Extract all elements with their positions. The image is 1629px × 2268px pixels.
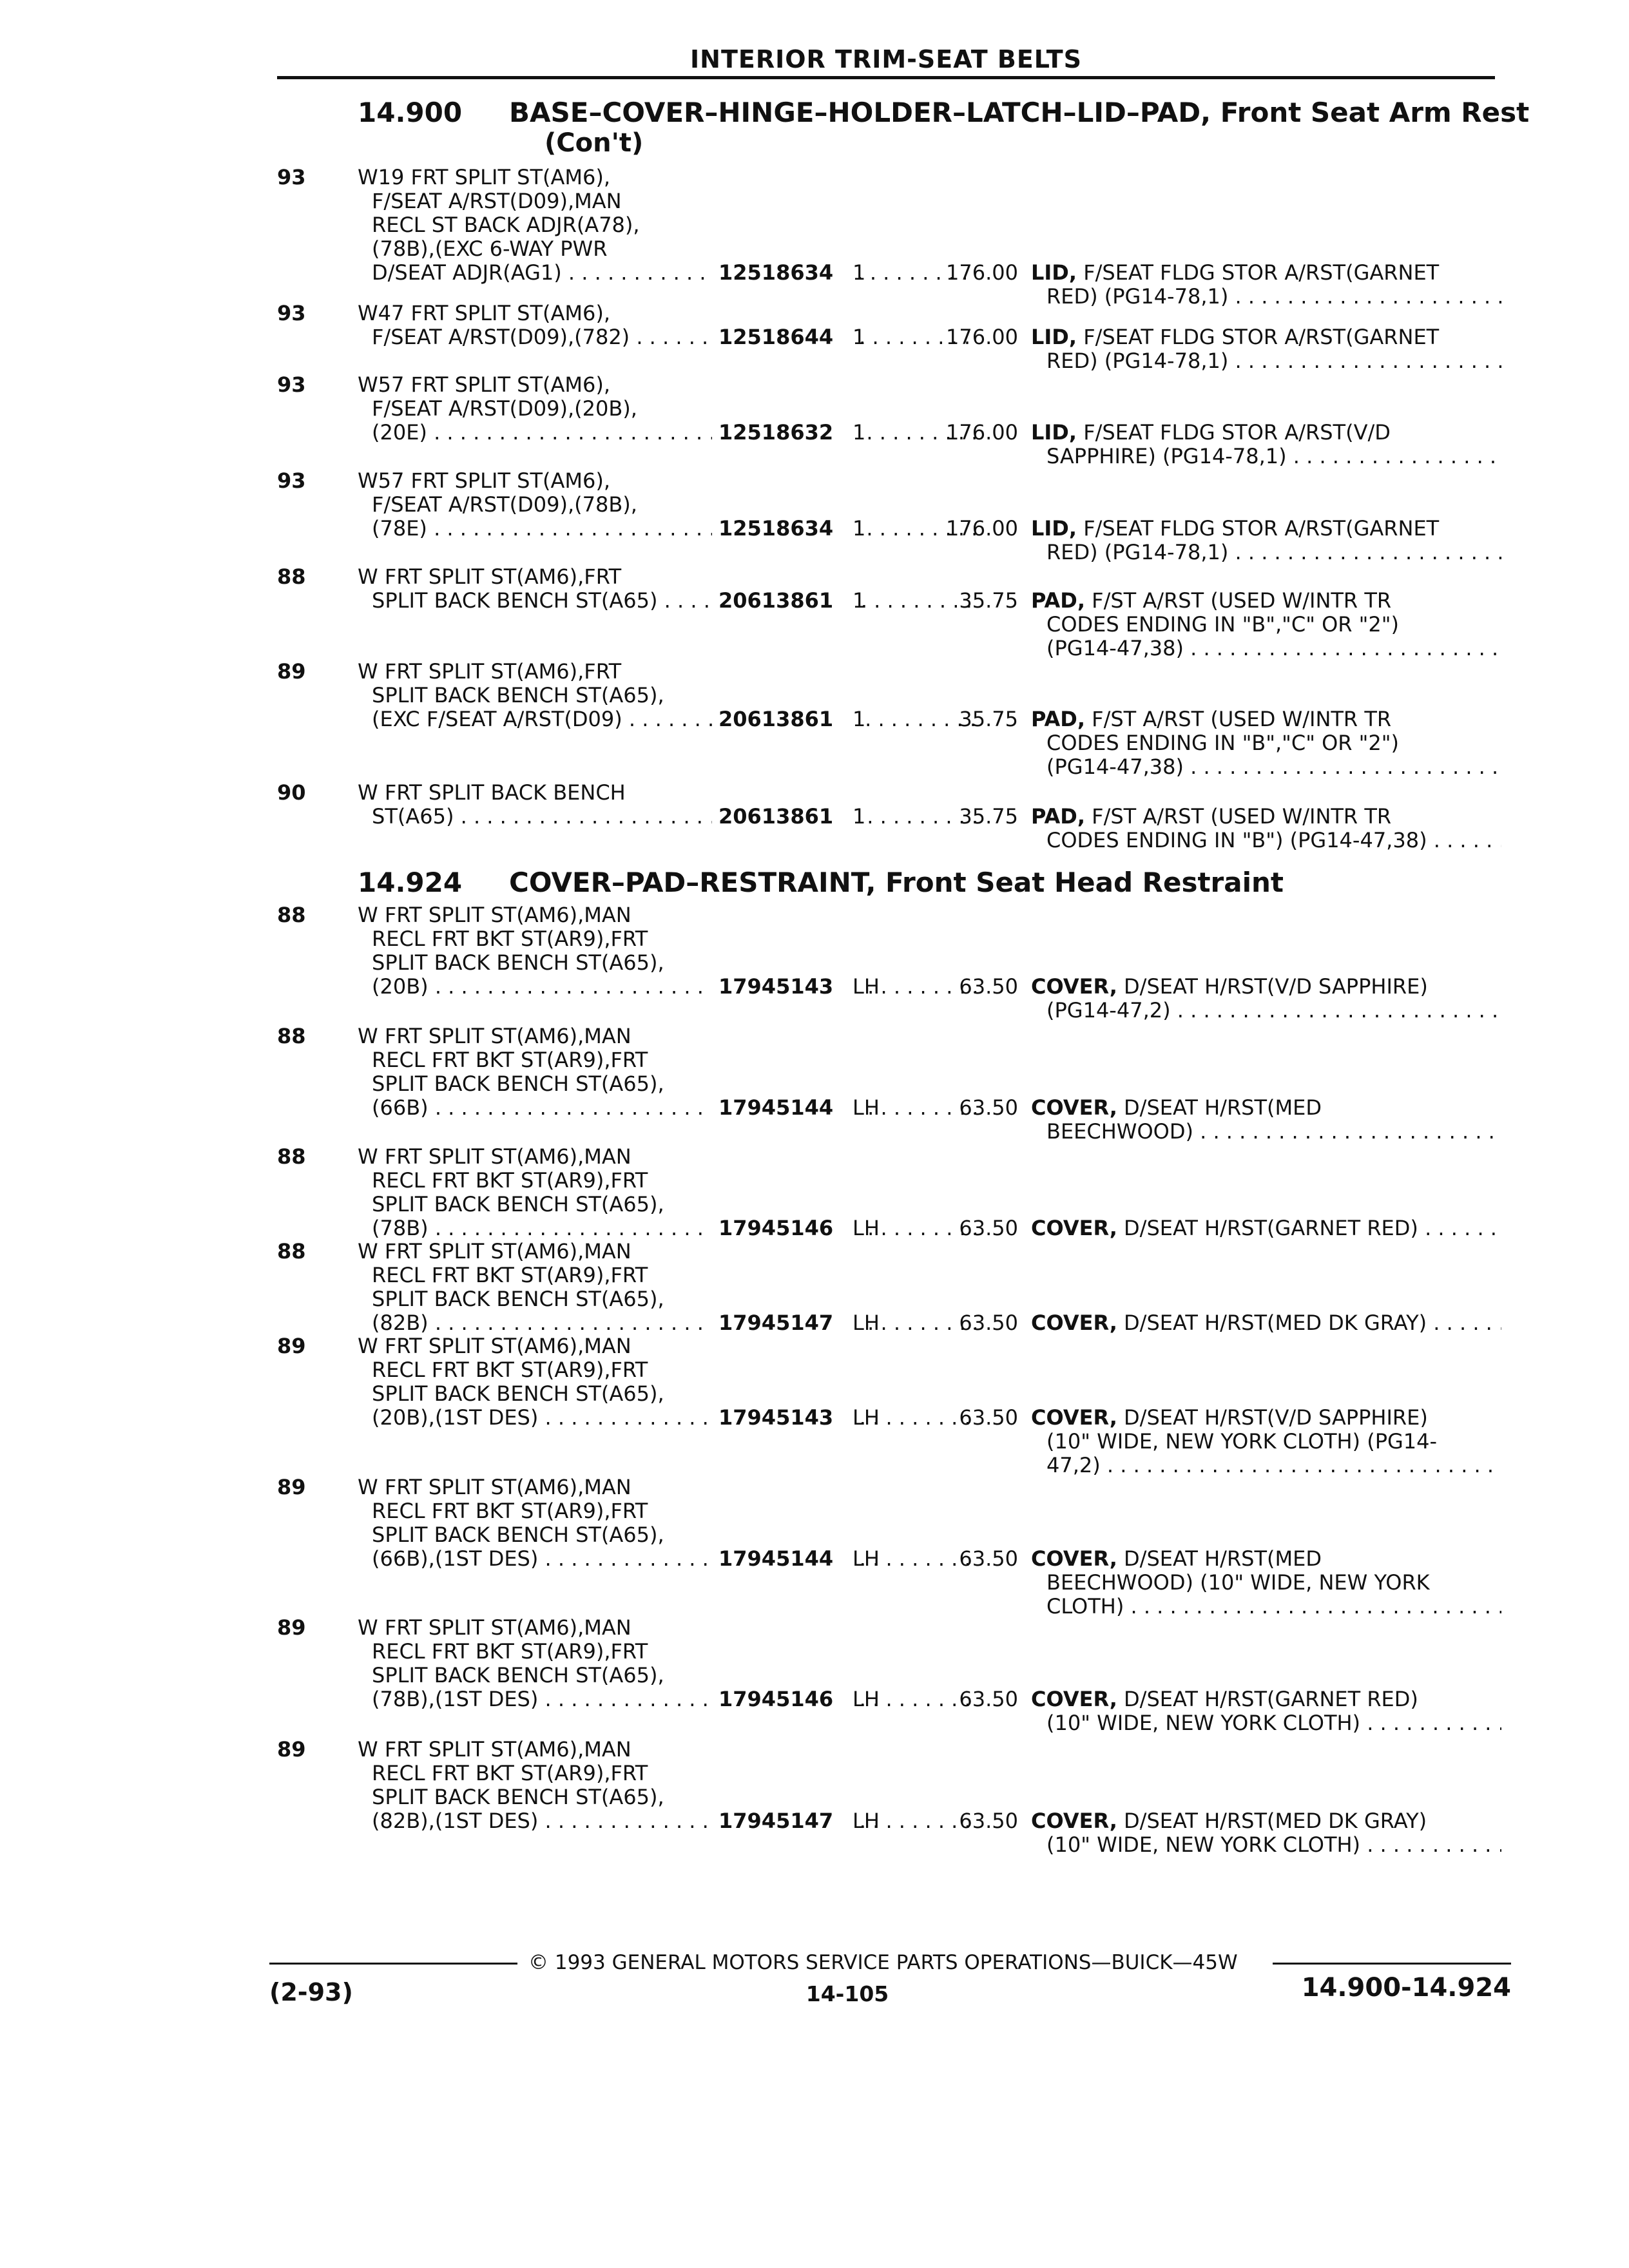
part-number: 17945147: [712, 1311, 860, 1335]
price: 176.00: [946, 325, 1018, 349]
part-line: 47,2) . . .: [1031, 1454, 1501, 1477]
part-number: 17945143: [712, 1406, 860, 1430]
quantity: LH: [853, 1546, 880, 1571]
part-number: 17945146: [712, 1687, 860, 1711]
part-line: BEECHWOOD) (10" WIDE, NEW YORK: [1046, 1570, 1430, 1595]
part-line: [1031, 1547, 1501, 1571]
part-number: 17945146: [712, 1216, 860, 1240]
part-line: (PG14-47,38) . . .: [1031, 637, 1501, 660]
footer-copyright: © 1993 GENERAL MOTORS SERVICE PARTS OPERATIONS—BUICK—45W: [528, 1951, 1238, 1974]
usage-line: W FRT SPLIT ST(AM6),MAN: [358, 1475, 631, 1499]
price: 63.50: [959, 1311, 1018, 1335]
model-year: 93: [277, 165, 306, 189]
price: 35.75: [959, 588, 1018, 613]
part-line: [1031, 707, 1501, 731]
part-line: [1031, 1311, 1501, 1335]
part-number: 20613861: [712, 707, 860, 731]
part-detail: D/SEAT H/RST(V/D SAPPHIRE): [1124, 1405, 1428, 1430]
part-detail: F/ST A/RST (USED W/INTR TR: [1092, 804, 1392, 829]
model-year: 88: [277, 903, 306, 927]
part-description: [1031, 707, 1501, 779]
part-description: [1031, 325, 1501, 373]
model-year: 88: [277, 1239, 306, 1264]
price: 35.75: [959, 707, 1018, 731]
price: 63.50: [959, 1405, 1018, 1430]
usage-line: ST(A65) . . .: [358, 805, 976, 829]
part-number: 17945147: [712, 1809, 860, 1833]
usage-line: SPLIT BACK BENCH ST(A65),: [372, 1072, 664, 1096]
usage-line: (78B),(EXC 6-WAY PWR: [372, 236, 608, 261]
model-year: 89: [277, 1615, 306, 1640]
section-title: [358, 97, 1529, 158]
part-detail: D/SEAT H/RST(MED DK GRAY): [1124, 1311, 1427, 1335]
part-line: [1031, 1096, 1501, 1120]
usage-line: RECL FRT BKT ST(AR9),FRT: [372, 1761, 648, 1785]
part-description: [1031, 261, 1501, 309]
usage-line: W FRT SPLIT ST(AM6),FRT: [358, 659, 622, 684]
part-detail: D/SEAT H/RST(MED: [1124, 1546, 1322, 1571]
part-detail: D/SEAT H/RST(GARNET RED): [1124, 1216, 1418, 1240]
part-line: [1031, 589, 1501, 613]
part-number: 12518644: [712, 325, 860, 349]
part-description: [1031, 805, 1501, 852]
usage-line: RECL FRT BKT ST(AR9),FRT: [372, 1358, 648, 1382]
part-description: [1031, 1406, 1501, 1477]
usage-line: D/SEAT ADJR(AG1) . . .: [358, 261, 976, 285]
section-number: 14.900: [358, 97, 463, 128]
part-description: [1031, 1311, 1501, 1335]
usage-line: W47 FRT SPLIT ST(AM6),: [358, 301, 611, 325]
usage-line: W FRT SPLIT ST(AM6),MAN: [358, 1239, 631, 1264]
part-name: PAD,: [1031, 707, 1085, 731]
usage-line: RECL FRT BKT ST(AR9),FRT: [372, 1168, 648, 1193]
usage-line: SPLIT BACK BENCH ST(A65),: [372, 1192, 664, 1216]
part-line: [1031, 975, 1501, 999]
quantity: LH: [853, 1687, 880, 1711]
part-line: SAPPHIRE) (PG14-78,1) . . .: [1031, 445, 1501, 468]
quantity: LH: [853, 1405, 880, 1430]
model-year: 89: [277, 1475, 306, 1499]
quantity: 1: [853, 325, 866, 349]
part-number: 12518634: [712, 261, 860, 285]
section-name: BASE–COVER–HINGE–HOLDER–LATCH–LID–PAD, Front Seat Arm Rest: [509, 97, 1530, 128]
model-year: 88: [277, 1144, 306, 1169]
part-line: [1031, 517, 1501, 541]
price: 35.75: [959, 804, 1018, 829]
section-name: COVER–PAD–RESTRAINT, Front Seat Head Restraint: [509, 867, 1284, 898]
part-number: 12518632: [712, 421, 860, 445]
price: 176.00: [946, 260, 1018, 285]
usage-line: SPLIT BACK BENCH ST(A65) . . .: [358, 589, 976, 613]
quantity: LH: [853, 974, 880, 999]
part-name: COVER,: [1031, 1809, 1117, 1833]
part-number: 17945144: [712, 1547, 860, 1571]
usage-line: (66B) . . .: [358, 1096, 976, 1120]
part-line: (10" WIDE, NEW YORK CLOTH) . . .: [1031, 1711, 1501, 1735]
usage-line: W57 FRT SPLIT ST(AM6),: [358, 372, 611, 397]
usage-line: W FRT SPLIT ST(AM6),MAN: [358, 903, 631, 927]
usage-line: W FRT SPLIT ST(AM6),MAN: [358, 1334, 631, 1358]
quantity: LH: [853, 1311, 880, 1335]
usage-line: F/SEAT A/RST(D09),(782) . . .: [358, 325, 976, 349]
usage-line: SPLIT BACK BENCH ST(A65),: [372, 1663, 664, 1687]
usage-line: W19 FRT SPLIT ST(AM6),: [358, 165, 611, 189]
section-number: 14.924: [358, 867, 463, 898]
footer-rule-left: [269, 1963, 517, 1965]
part-description: [1031, 589, 1501, 660]
part-name: COVER,: [1031, 1095, 1117, 1120]
part-line: [1031, 261, 1501, 285]
quantity: LH: [853, 1095, 880, 1120]
quantity: LH: [853, 1809, 880, 1833]
model-year: 93: [277, 301, 306, 325]
part-line: (PG14-47,2) . . .: [1031, 999, 1501, 1023]
price: 63.50: [959, 1546, 1018, 1571]
footer-date: (2-93): [269, 1978, 353, 2006]
part-line: CODES ENDING IN "B","C" OR "2"): [1046, 731, 1399, 755]
model-year: 93: [277, 468, 306, 493]
usage-line: W FRT SPLIT ST(AM6),FRT: [358, 564, 622, 589]
part-number: 20613861: [712, 805, 860, 829]
part-line: RED) (PG14-78,1) . . .: [1031, 285, 1501, 309]
part-description: [1031, 517, 1501, 564]
usage-line: (20B),(1ST DES) . . .: [358, 1406, 976, 1430]
part-line: CLOTH) . . .: [1031, 1595, 1501, 1619]
part-name: COVER,: [1031, 974, 1117, 999]
model-year: 88: [277, 1024, 306, 1048]
usage-line: (82B) . . .: [358, 1311, 976, 1335]
model-year: 88: [277, 564, 306, 589]
part-description: [1031, 1687, 1501, 1735]
part-detail: F/ST A/RST (USED W/INTR TR: [1092, 707, 1392, 731]
part-detail: D/SEAT H/RST(MED: [1124, 1095, 1322, 1120]
part-name: COVER,: [1031, 1687, 1117, 1711]
model-year: 93: [277, 372, 306, 397]
price: 63.50: [959, 1216, 1018, 1240]
part-number: 17945143: [712, 975, 860, 999]
part-line: (10" WIDE, NEW YORK CLOTH) (PG14-: [1046, 1429, 1438, 1454]
usage-line: F/SEAT A/RST(D09),MAN: [372, 189, 622, 213]
usage-line: (78B),(1ST DES) . . .: [358, 1687, 976, 1711]
part-name: PAD,: [1031, 804, 1085, 829]
usage-line: SPLIT BACK BENCH ST(A65),: [372, 1523, 664, 1547]
usage-line: (66B),(1ST DES) . . .: [358, 1547, 976, 1571]
footer-rule-right: [1273, 1963, 1511, 1965]
price: 176.00: [946, 516, 1018, 541]
usage-line: (78E) . . .: [358, 517, 976, 541]
usage-line: W57 FRT SPLIT ST(AM6),: [358, 468, 611, 493]
part-name: LID,: [1031, 325, 1077, 349]
part-description: [1031, 1547, 1501, 1619]
part-line: CODES ENDING IN "B") (PG14-47,38) . . .: [1031, 829, 1501, 852]
usage-line: F/SEAT A/RST(D09),(78B),: [372, 492, 637, 517]
part-detail: D/SEAT H/RST(GARNET RED): [1124, 1687, 1418, 1711]
part-line: [1031, 1216, 1501, 1240]
part-description: [1031, 975, 1501, 1023]
usage-line: (EXC F/SEAT A/RST(D09) . . .: [358, 707, 976, 731]
price: 63.50: [959, 1809, 1018, 1833]
usage-line: W FRT SPLIT ST(AM6),MAN: [358, 1024, 631, 1048]
page-number: 14-105: [805, 1981, 889, 2006]
model-year: 89: [277, 1737, 306, 1762]
usage-line: (78B) . . .: [358, 1216, 976, 1240]
price: 63.50: [959, 1687, 1018, 1711]
usage-line: RECL ST BACK ADJR(A78),: [372, 213, 640, 237]
usage-line: (20B) . . .: [358, 975, 976, 999]
model-year: 90: [277, 780, 306, 805]
usage-line: RECL FRT BKT ST(AR9),FRT: [372, 1499, 648, 1523]
part-line: CODES ENDING IN "B","C" OR "2"): [1046, 612, 1399, 637]
price: 176.00: [946, 420, 1018, 445]
quantity: 1: [853, 804, 866, 829]
usage-line: SPLIT BACK BENCH ST(A65),: [372, 1785, 664, 1809]
part-name: LID,: [1031, 420, 1077, 445]
part-line: [1031, 1687, 1501, 1711]
part-name: LID,: [1031, 516, 1077, 541]
usage-line: W FRT SPLIT ST(AM6),MAN: [358, 1737, 631, 1762]
usage-line: F/SEAT A/RST(D09),(20B),: [372, 396, 637, 421]
part-name: COVER,: [1031, 1546, 1117, 1571]
part-detail: F/ST A/RST (USED W/INTR TR: [1092, 588, 1392, 613]
part-detail: F/SEAT FLDG STOR A/RST(GARNET: [1083, 516, 1440, 541]
model-year: 89: [277, 659, 306, 684]
part-description: [1031, 1096, 1501, 1144]
quantity: LH: [853, 1216, 880, 1240]
part-name: COVER,: [1031, 1311, 1117, 1335]
part-number: 17945144: [712, 1096, 860, 1120]
part-line: [1031, 325, 1501, 349]
usage-line: W FRT SPLIT ST(AM6),MAN: [358, 1615, 631, 1640]
usage-line: RECL FRT BKT ST(AR9),FRT: [372, 1048, 648, 1072]
part-detail: F/SEAT FLDG STOR A/RST(V/D: [1083, 420, 1391, 445]
model-year: 89: [277, 1334, 306, 1358]
quantity: 1: [853, 516, 866, 541]
usage-line: RECL FRT BKT ST(AR9),FRT: [372, 1639, 648, 1664]
part-description: [1031, 421, 1501, 468]
usage-line: SPLIT BACK BENCH ST(A65),: [372, 1381, 664, 1406]
usage-line: (82B),(1ST DES) . . .: [358, 1809, 976, 1833]
page-header: INTERIOR TRIM-SEAT BELTS: [690, 45, 1082, 73]
part-detail: D/SEAT H/RST(V/D SAPPHIRE): [1124, 974, 1428, 999]
part-line: [1031, 805, 1501, 829]
part-line: RED) (PG14-78,1) . . .: [1031, 349, 1501, 373]
quantity: 1: [853, 707, 866, 731]
usage-line: W FRT SPLIT BACK BENCH: [358, 780, 626, 805]
usage-line: (20E) . . .: [358, 421, 976, 445]
part-number: 12518634: [712, 517, 860, 541]
part-name: COVER,: [1031, 1216, 1117, 1240]
part-line: (10" WIDE, NEW YORK CLOTH) . . .: [1031, 1833, 1501, 1857]
header-rule: [277, 76, 1495, 79]
part-line: [1031, 1406, 1501, 1430]
part-description: [1031, 1809, 1501, 1857]
part-name: COVER,: [1031, 1405, 1117, 1430]
quantity: 1: [853, 260, 866, 285]
usage-line: SPLIT BACK BENCH ST(A65),: [372, 950, 664, 975]
part-detail: D/SEAT H/RST(MED DK GRAY): [1124, 1809, 1427, 1833]
price: 63.50: [959, 974, 1018, 999]
part-name: LID,: [1031, 260, 1077, 285]
part-description: [1031, 1216, 1501, 1240]
usage-line: RECL FRT BKT ST(AR9),FRT: [372, 927, 648, 951]
price: 63.50: [959, 1095, 1018, 1120]
part-number: 20613861: [712, 589, 860, 613]
part-detail: F/SEAT FLDG STOR A/RST(GARNET: [1083, 325, 1440, 349]
section-title: [358, 867, 1284, 898]
usage-line: W FRT SPLIT ST(AM6),MAN: [358, 1144, 631, 1169]
part-line: (PG14-47,38) . . .: [1031, 755, 1501, 779]
part-line: [1031, 421, 1501, 445]
part-detail: F/SEAT FLDG STOR A/RST(GARNET: [1083, 260, 1440, 285]
quantity: 1: [853, 420, 866, 445]
part-line: [1031, 1809, 1501, 1833]
usage-line: SPLIT BACK BENCH ST(A65),: [372, 683, 664, 707]
part-line: BEECHWOOD) . . .: [1031, 1120, 1501, 1144]
usage-line: RECL FRT BKT ST(AR9),FRT: [372, 1263, 648, 1287]
usage-line: SPLIT BACK BENCH ST(A65),: [372, 1287, 664, 1311]
part-name: PAD,: [1031, 588, 1085, 613]
section-continued: (Con't): [545, 128, 644, 158]
quantity: 1: [853, 588, 866, 613]
section-range: 14.900-14.924: [1301, 1973, 1511, 2003]
part-line: RED) (PG14-78,1) . . .: [1031, 541, 1501, 564]
